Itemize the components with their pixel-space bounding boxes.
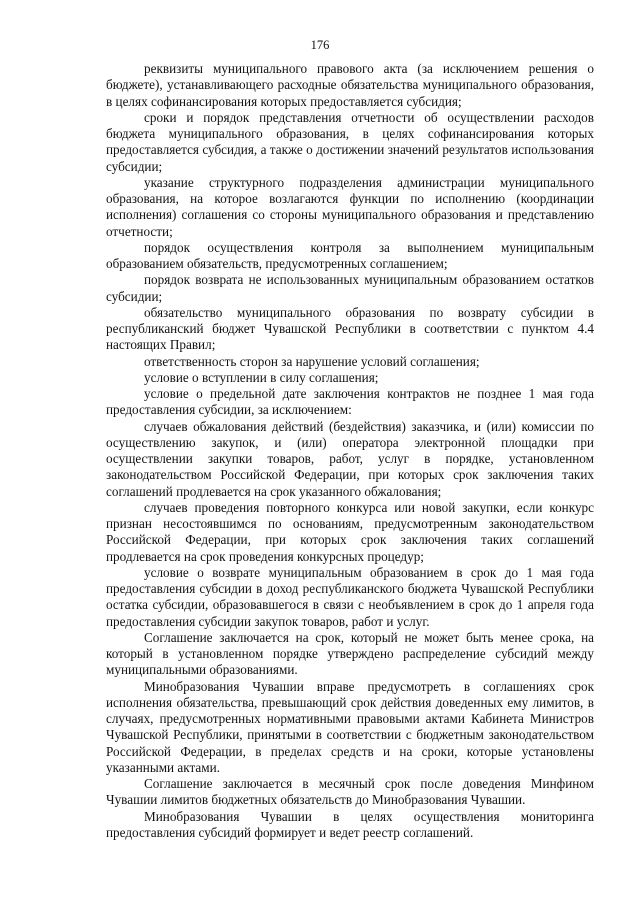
paragraph: случаев проведения повторного конкурса или новой закупки, если конкурс признан несостоявшимся по основаниям, предусмотренным законодательством Российской Федерации, при которых срок заключения таких соглашений продлевается на срок проведения конкурсных процедур; <box>106 499 594 564</box>
paragraph: Минобразования Чувашии в целях осуществления мониторинга предоставления субсидий формирует и ведет реестр соглашений. <box>106 808 594 840</box>
paragraph: указание структурного подразделения администрации муниципального образования, на которое возлагаются функции по исполнению (координации исполнения) соглашения со стороны муниципального образования и представлению отчетности; <box>106 174 594 239</box>
paragraph: условие о вступлении в силу соглашения; <box>144 369 379 385</box>
paragraph: порядок возврата не использованных муниципальным образованием остатков субсидии; <box>106 272 594 304</box>
paragraph: Соглашение заключается на срок, который не может быть менее срока, на который в установленном порядке утверждено распределение субсидий между муниципальными образованиями. <box>106 629 594 678</box>
paragraph: условие о возврате муниципальным образованием в срок до 1 мая года предоставления субсидии в доход республиканского бюджета Чувашской Республики остатка субсидии, образовавшегося в связи с необъявлением в срок до 1 апреля года предоставления субсидии закупок товаров, работ и услуг. <box>106 564 594 629</box>
paragraph: обязательство муниципального образования по возврату субсидии в республиканский бюджет Чувашской Республики в соответствии с пунктом 4.4 настоящих Правил; <box>106 304 594 353</box>
paragraph: сроки и порядок представления отчетности об осуществлении расходов бюджета муниципального образования, в целях софинансирования которых предоставляется субсидия, а также о достижении значений результатов использования субсидии; <box>106 109 594 174</box>
paragraph: Соглашение заключается в месячный срок после доведения Минфином Чувашии лимитов бюджетных обязательств до Минобразования Чувашии. <box>106 776 594 808</box>
paragraph: ответственность сторон за нарушение условий соглашения; <box>144 353 480 369</box>
page-number: 176 <box>310 38 330 52</box>
paragraph: Минобразования Чувашии вправе предусмотреть в соглашениях срок исполнения обязательства, превышающий срок действия доведенных ему лимитов, в случаях, предусмотренных нормативными правовыми актами Кабинета Министров Чувашской Республики, принятыми в соответствии с бюджетным законодательством Российской Федерации, в пределах средств и на сроки, которые установлены указанными актами. <box>106 678 594 775</box>
document-body <box>106 61 594 841</box>
paragraph: случаев обжалования действий (бездействия) заказчика, и (или) комиссии по осуществлению закупок, и (или) оператора электронной площадки при осуществлении закупки товаров, работ, услуг в порядке, установленном законодательством Российской Федерации, при которых срок заключения таких соглашений продлевается на срок указанного обжалования; <box>106 418 594 499</box>
paragraph: реквизиты муниципального правового акта (за исключением решения о бюджете), устанавливающего расходные обязательства муниципального образования, в целях софинансирования которых предоставляется субсидия; <box>106 61 594 109</box>
paragraph: условие о предельной дате заключения контрактов не позднее 1 мая года предоставления субсидии, за исключением: <box>106 386 594 418</box>
paragraph: порядок осуществления контроля за выполнением муниципальным образованием обязательств, предусмотренных соглашением; <box>106 239 594 271</box>
